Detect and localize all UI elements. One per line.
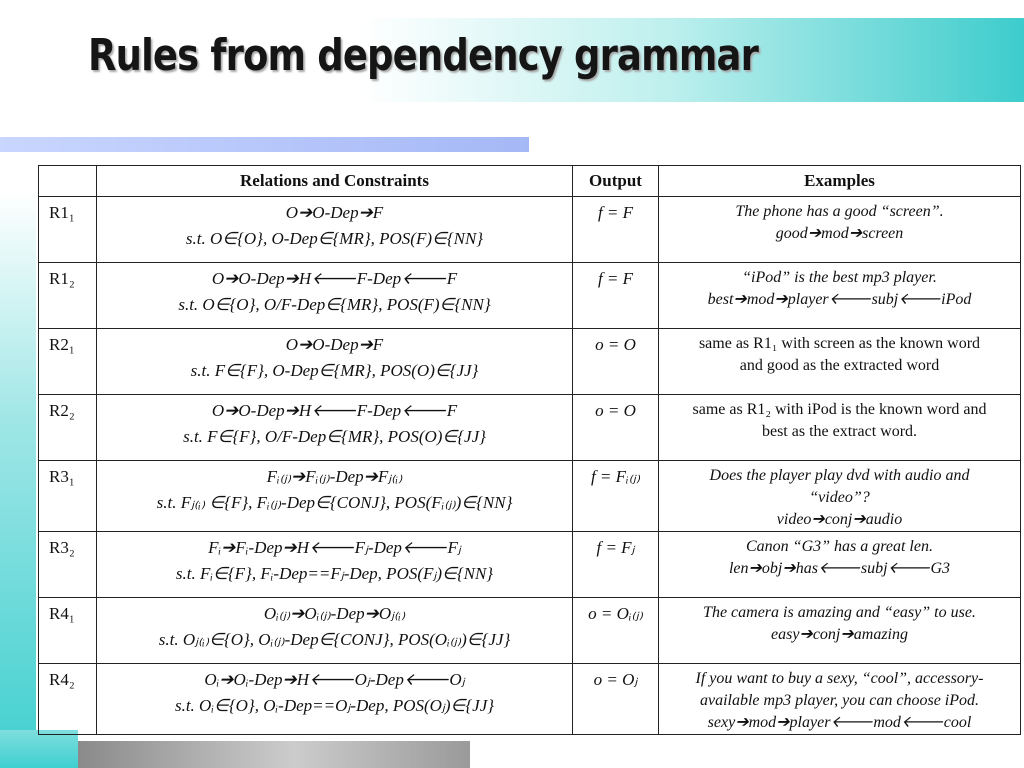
rule-id: R3₂ [39,532,97,598]
relation-text: O➔O-Dep➔F [285,203,384,222]
relation-cell [97,664,573,735]
example-line: If you want to buy a sexy, “cool”, accessory- [695,670,984,687]
rules-table [38,165,1021,735]
output-cell: f = F [573,197,659,263]
relation-cell [97,532,573,598]
example-line: and good as the extracted word [739,357,940,374]
slide-title: Rules from dependency grammar [88,30,758,81]
example-line: “video”? [809,489,870,506]
header-examples: Examples [659,166,1021,197]
example-line: len➔obj➔has🡐subj🡐G3 [728,560,951,577]
example-line: good➔mod➔screen [775,225,904,242]
example-line: same as R1₂ with iPod is the known word and [692,401,987,418]
relation-text: Fᵢ₍ⱼ₎➔Fᵢ₍ⱼ₎-Dep➔Fⱼ₍ᵢ₎ [266,467,403,486]
example-cell [659,395,1021,461]
example-line: The phone has a good “screen”. [735,203,944,220]
constraint-text: s.t. Fᵢ∈{F}, Fᵢ-Dep==Fⱼ-Dep, POS(Fⱼ)∈{NN} [175,564,494,583]
example-line: “iPod” is the best mp3 player. [742,269,937,286]
example-cell [659,598,1021,664]
output-cell: o = Oᵢ₍ⱼ₎ [573,598,659,664]
rule-id: R1₁ [39,197,97,263]
header-relations: Relations and Constraints [97,166,573,197]
table-row [39,664,1021,735]
left-decorative-band [0,0,36,768]
gray-accent-bar [78,741,470,768]
output-cell: f = F [573,263,659,329]
table-row [39,598,1021,664]
table-row [39,329,1021,395]
constraint-text: s.t. O∈{O}, O/F-Dep∈{MR}, POS(F)∈{NN} [178,295,491,314]
bottom-left-decorative-block [0,730,78,768]
table-header-row [39,166,1021,197]
example-line: video➔conj➔audio [776,511,903,528]
relation-cell [97,598,573,664]
rule-id: R2₁ [39,329,97,395]
relation-text: O➔O-Dep➔H🡐F-Dep🡐F [211,401,458,420]
table-row [39,461,1021,532]
constraint-text: s.t. F∈{F}, O/F-Dep∈{MR}, POS(O)∈{JJ} [183,427,486,446]
relation-cell [97,263,573,329]
example-cell [659,263,1021,329]
relation-text: Oᵢ➔Oᵢ-Dep➔H🡐Oⱼ-Dep🡐Oⱼ [204,670,465,689]
blue-accent-bar [0,137,529,152]
table-row [39,395,1021,461]
output-cell: f = Fᵢ₍ⱼ₎ [573,461,659,532]
rule-id: R4₂ [39,664,97,735]
example-line: available mp3 player, you can choose iPod. [699,692,980,709]
table-row [39,263,1021,329]
constraint-text: s.t. Oⱼ₍ᵢ₎∈{O}, Oᵢ₍ⱼ₎-Dep∈{CONJ}, POS(Oᵢ₍ⱼ₎)∈{JJ} [158,630,511,649]
relation-text: O➔O-Dep➔F [285,335,384,354]
relation-text: O➔O-Dep➔H🡐F-Dep🡐F [211,269,458,288]
table-row [39,532,1021,598]
example-line: Canon “G3” has a great len. [746,538,933,555]
rule-id: R1₂ [39,263,97,329]
example-line: sexy➔mod➔player🡐mod🡐cool [707,714,972,731]
example-cell [659,461,1021,532]
rule-id: R2₂ [39,395,97,461]
example-cell [659,664,1021,735]
constraint-text: s.t. O∈{O}, O-Dep∈{MR}, POS(F)∈{NN} [185,229,484,248]
example-line: Does the player play dvd with audio and [709,467,970,484]
constraint-text: s.t. F∈{F}, O-Dep∈{MR}, POS(O)∈{JJ} [190,361,479,380]
example-line: same as R1₁ with screen as the known word [698,335,981,352]
header-rule-id [39,166,97,197]
table-row [39,197,1021,263]
header-output: Output [573,166,659,197]
output-cell: o = O [573,395,659,461]
output-cell: o = O [573,329,659,395]
relation-cell [97,395,573,461]
example-cell [659,329,1021,395]
example-cell [659,197,1021,263]
rule-id: R4₁ [39,598,97,664]
rule-id: R3₁ [39,461,97,532]
example-line: best➔mod➔player🡐subj🡐iPod [707,291,972,308]
relation-cell [97,197,573,263]
example-line: best as the extract word. [761,423,918,440]
relation-text: Fᵢ➔Fᵢ-Dep➔H🡐Fⱼ-Dep🡐Fⱼ [208,538,461,557]
example-line: The camera is amazing and “easy” to use. [703,604,976,621]
example-line: easy➔conj➔amazing [770,626,908,643]
constraint-text: s.t. Oᵢ∈{O}, Oᵢ-Dep==Oⱼ-Dep, POS(Oⱼ)∈{JJ} [174,696,495,715]
example-cell [659,532,1021,598]
rules-table-panel [36,165,1022,731]
relation-cell [97,461,573,532]
output-cell: o = Oⱼ [573,664,659,735]
output-cell: f = Fⱼ [573,532,659,598]
relation-cell [97,329,573,395]
relation-text: Oᵢ₍ⱼ₎➔Oᵢ₍ⱼ₎-Dep➔Oⱼ₍ᵢ₎ [263,604,406,623]
constraint-text: s.t. Fⱼ₍ᵢ₎ ∈{F}, Fᵢ₍ⱼ₎-Dep∈{CONJ}, POS(Fᵢ₍ⱼ₎)∈{NN} [156,493,513,512]
